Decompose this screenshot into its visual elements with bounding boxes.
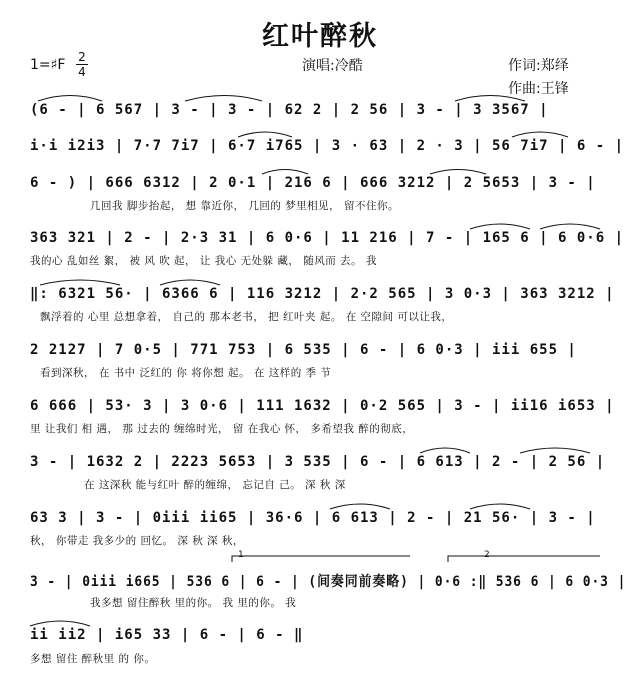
volta-2-bracket — [448, 556, 600, 562]
slur-mark — [330, 504, 390, 509]
score-system-11-lyrics: 多想 留住 醉秋里 的 你。 — [30, 653, 156, 665]
volta-1-bracket — [232, 556, 410, 562]
slur-mark — [455, 96, 525, 102]
singer-credit: 演唱:冷酷 — [302, 58, 363, 74]
slur-mark — [30, 621, 90, 626]
score-system-10-notes: 3 - | 0iii i665 | 536 6 | 6 - | (间奏同前奏略) | 0·6 :‖ 536 6 | 6 0·3 | — [30, 574, 627, 590]
composer-credit: 作曲:王锋 — [508, 81, 569, 97]
score-system-6-lyrics: 看到深秋， 在 书中 泛红的 你 将你想 起。 在 这样的 季 节 — [40, 367, 332, 379]
time-signature-bottom: 4 — [78, 65, 86, 79]
score-system-4-lyrics: 我的心 乱如丝 絮， 被 风 吹 起， 让 我心 无处躲 藏， 随风而 去。 我 — [30, 255, 377, 267]
score-system-3-lyrics: 几回我 脚步抬起， 想 靠近你， 几回的 梦里相见， 留不住你。 — [90, 200, 400, 212]
page-title: 红叶醉秋 — [262, 21, 378, 52]
score-system-11-notes: ii ii2 | i65 33 | 6 - | 6 - ‖ — [30, 627, 304, 643]
slur-mark — [470, 224, 530, 229]
volta-2-number: 2 — [484, 550, 490, 560]
slur-mark — [540, 224, 600, 229]
slur-mark — [38, 96, 102, 102]
slur-mark — [512, 132, 568, 137]
score-system-9-lyrics: 秋， 你带走 我多少的 回忆。 深 秋 深 秋， — [30, 535, 244, 547]
slur-mark — [262, 170, 308, 175]
score-system-1-notes: (6 - | 6 567 | 3 - | 3 - | 62 2 | 2 56 | 3 - | 3 3567 | — [30, 102, 549, 118]
score-system-10-lyrics: 我多想 留住醉秋 里的你。 我 里的你。 我 — [90, 597, 297, 609]
score-system-7-notes: 6 666 | 53· 3 | 3 0·6 | 111 1632 | 0·2 565 | 3 - | ii16 i653 | — [30, 398, 615, 414]
slur-mark — [40, 280, 120, 285]
score-system-5-lyrics: 飘浮着的 心里 总想拿着， 自己的 那本老书， 把 红叶夹 起。 在 空隙间 可以让我， — [40, 311, 453, 323]
score-system-2-notes: i·i i2i3 | 7·7 7i7 | 6·7 i765 | 3 · 63 | 2 · 3 | 56 7i7 | 6 - | — [30, 138, 625, 154]
score-system-6-notes: 2 2127 | 7 0·5 | 771 753 | 6 535 | 6 - | 6 0·3 | iii 655 | — [30, 342, 577, 358]
score-system-8-lyrics: 在 这深秋 能与红叶 醉的缠绵， 忘记自 己。 深 秋 深 — [84, 479, 346, 491]
time-signature-top: 2 — [78, 50, 86, 64]
key-signature: 1=♯F — [30, 57, 66, 73]
slur-mark — [420, 448, 470, 453]
score-system-5-notes: ‖: 6321 56· | 6366 6 | 116 3212 | 2·2 565 | 3 0·3 | 363 3212 | — [30, 286, 615, 302]
score-system-8-notes: 3 - | 1632 2 | 2223 5653 | 3 535 | 6 - | 6 613 | 2 - | 2 56 | — [30, 454, 606, 470]
score-system-4-notes: 363 321 | 2 - | 2·3 31 | 6 0·6 | 11 216 | 7 - | 165 6 | 6 0·6 | — [30, 230, 625, 246]
score-system-3-notes: 6 - ) | 666 6312 | 2 0·1 | 216 6 | 666 3212 | 2 5653 | 3 - | — [30, 175, 596, 191]
slur-mark — [238, 132, 292, 137]
slur-mark — [430, 170, 486, 175]
slur-mark — [185, 96, 262, 102]
score-system-7-lyrics: 里 让我们 相 遇， 那 过去的 缠绵时光， 留 在我心 怀， 多希望我 醉的彻底， — [30, 423, 414, 435]
slur-mark — [520, 448, 590, 453]
slur-mark — [160, 280, 220, 285]
slur-mark — [470, 504, 530, 509]
volta-1-number: 1 — [238, 550, 244, 560]
lyricist-credit: 作词:郑绎 — [508, 58, 569, 74]
score-system-9-notes: 63 3 | 3 - | 0iii ii65 | 36·6 | 6 613 | 2 - | 21 56· | 3 - | — [30, 510, 596, 526]
